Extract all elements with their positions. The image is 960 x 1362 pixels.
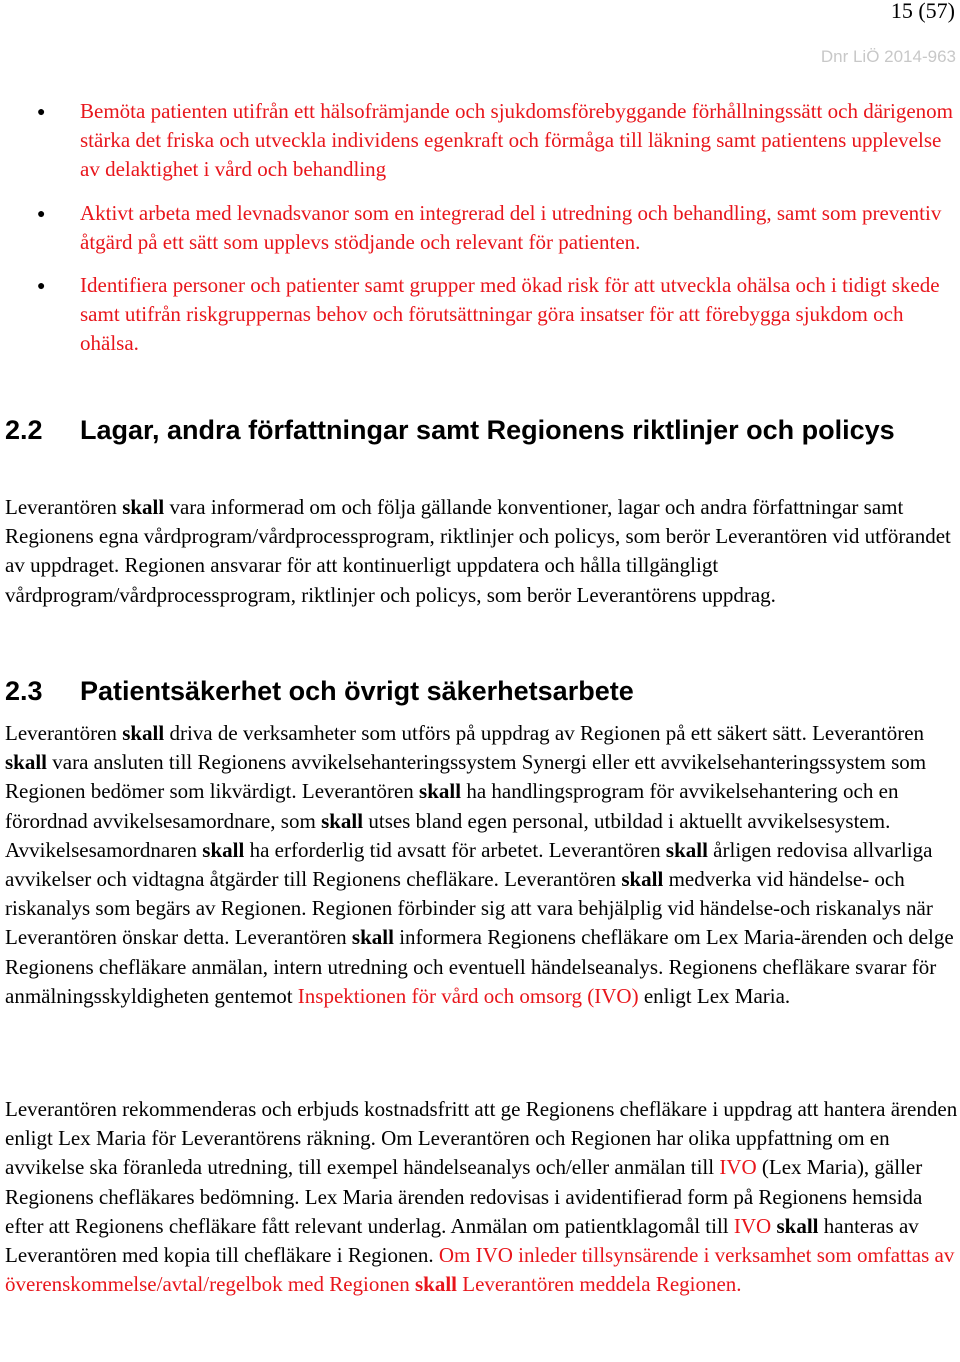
section-heading-2-2 bbox=[5, 413, 940, 447]
bullet-item bbox=[0, 199, 960, 257]
text-run: enligt Lex Maria. bbox=[638, 983, 791, 1008]
text-run: Leverantören bbox=[5, 721, 123, 745]
bullet-text: Identifiera personer och patienter samt grupper med ökad risk för att utveckla ohälsa och i tidigt skede samt utifrån riskgruppernas behov och förutsättningar göra insatser för att förebygga sjukdom och ohälsa. bbox=[80, 273, 940, 356]
highlighted-text: IVO bbox=[719, 1155, 757, 1180]
emphasis-text: skall bbox=[122, 495, 165, 519]
text-run: driva de verksamheter som utförs på uppdrag av Regionen på ett säkert sätt. Leverantören bbox=[164, 721, 925, 745]
text-run: årligen redovisa allvarliga avvikelser och vidtagna åtgärder till Regionens chefläkare. Leverantören bbox=[5, 837, 933, 892]
section-2-2-paragraph bbox=[5, 493, 960, 610]
emphasis-text: skall bbox=[621, 867, 664, 892]
bullet-dot-icon: ● bbox=[37, 279, 46, 295]
section-number: 2.2 bbox=[5, 415, 43, 445]
bullet-item bbox=[0, 271, 960, 359]
section-heading-2-3 bbox=[5, 674, 940, 708]
emphasis-text: skall bbox=[776, 1213, 819, 1238]
text-run: informera Regionens chefläkare om Lex Maria-ärenden och delge Regionens chefläkare anmälan, intern utredning och eventuell händelseanalys. Regionens chefläkare svarar för anmälningsskyldigheten gentemot bbox=[5, 925, 954, 1008]
text-run: ha erforderlig tid avsatt för arbetet. Leverantören bbox=[244, 837, 666, 862]
text-run: ha handlingsprogram för avvikelsehantering och en förordnad avvikelsesamordnare, som bbox=[5, 779, 899, 833]
goals-bullet-list bbox=[0, 97, 960, 359]
section-2-3-paragraph-2 bbox=[5, 1095, 960, 1299]
bullet-dot-icon: ● bbox=[37, 105, 46, 120]
emphasis-text: skall bbox=[414, 1272, 457, 1297]
highlighted-text: Leverantören meddela Regionen. bbox=[457, 1272, 742, 1297]
text-run: (Lex Maria), gäller Regionens chefläkares bedömning. Lex Maria ärenden redovisas i avidentifierad form på Regionens hemsida efter att Regionens chefläkare fått relevant underlag. Anmälan om patientklagomål till bbox=[5, 1155, 923, 1238]
emphasis-text: skall bbox=[321, 808, 364, 833]
text-run: hanteras av Leverantören med kopia till chefläkare i Regionen. bbox=[5, 1213, 919, 1268]
section-title: Lagar, andra författningar samt Regionens riktlinjer och policys bbox=[80, 415, 895, 445]
text-run: utses bland egen personal, utbildad i aktuellt avvikelsesystem. Avvikelsesamordnaren bbox=[5, 808, 891, 862]
bullet-dot-icon: ● bbox=[37, 206, 46, 222]
section-number: 2.3 bbox=[5, 676, 43, 706]
page-number: 15 (57) bbox=[890, 0, 955, 23]
emphasis-text: skall bbox=[665, 837, 708, 862]
section-2-3-paragraph-1 bbox=[5, 719, 960, 1011]
text-run: Leverantören bbox=[5, 495, 123, 519]
text-run: vara ansluten till Regionens avvikelsehanteringssystem Synergi eller ett avvikelsehanteringssystem som Regionen bedömer som likvärdigt. Leverantören bbox=[5, 750, 927, 804]
text-run: medverka vid händelse- och riskanalys som begärs av Regionen. Regionen förbinder sig att vara behjälplig vid händelse-och riskanalys när Leverantören önskar detta. Leverantören bbox=[5, 867, 933, 950]
emphasis-text: skall bbox=[5, 750, 48, 775]
emphasis-text: skall bbox=[122, 721, 165, 745]
text-run: vara informerad om och följa gällande konventioner, lagar och andra författningar samt Regionens egna vårdprogram/vårdprocessprogram, riktlinjer och policys, som berör Leverantören vid utförandet av uppdraget. Regionen ansvarar för att kontinuerligt uppdatera och hålla tillgängligt vårdprogram/vårdprocessprogram, riktlinjer och policys, som berör Leverantörens uppdrag. bbox=[5, 495, 951, 607]
text-run: Leverantören rekommenderas och erbjuds kostnadsfritt att ge Regionens chefläkare i uppdrag att hantera ärenden enligt Lex Maria för Leverantörens räkning. Om Leverantören och Regionen har olika uppfattning om en avvikelse ska föranleda utredning, till exempel händelseanalys och/eller anmälan till bbox=[5, 1097, 958, 1180]
highlighted-text: Om IVO inleder tillsynsärende i verksamhet som omfattas av överenskommelse/avtal/regelbok med Regionen bbox=[5, 1243, 955, 1297]
bullet-text: Bemöta patienten utifrån ett hälsofrämjande och sjukdomsförebyggande förhållningssätt och därigenom stärka det friska och utveckla individens egenkraft och förmåga till läkning samt patientens upplevelse av delaktighet i vård och behandling bbox=[80, 99, 953, 182]
document-reference: Dnr LiÖ 2014-963 bbox=[820, 47, 956, 66]
highlighted-text: IVO bbox=[733, 1213, 772, 1238]
section-title: Patientsäkerhet och övrigt säkerhetsarbete bbox=[80, 676, 634, 706]
bullet-text: Aktivt arbeta med levnadsvanor som en integrerad del i utredning och behandling, samt som preventiv åtgärd på ett sätt som upplevs stödjande och relevant för patienten. bbox=[80, 200, 942, 254]
emphasis-text: skall bbox=[202, 837, 245, 862]
emphasis-text: skall bbox=[351, 925, 394, 950]
emphasis-text: skall bbox=[419, 779, 462, 804]
bullet-item bbox=[0, 97, 960, 185]
highlighted-text: Inspektionen för vård och omsorg (IVO) bbox=[297, 983, 639, 1008]
